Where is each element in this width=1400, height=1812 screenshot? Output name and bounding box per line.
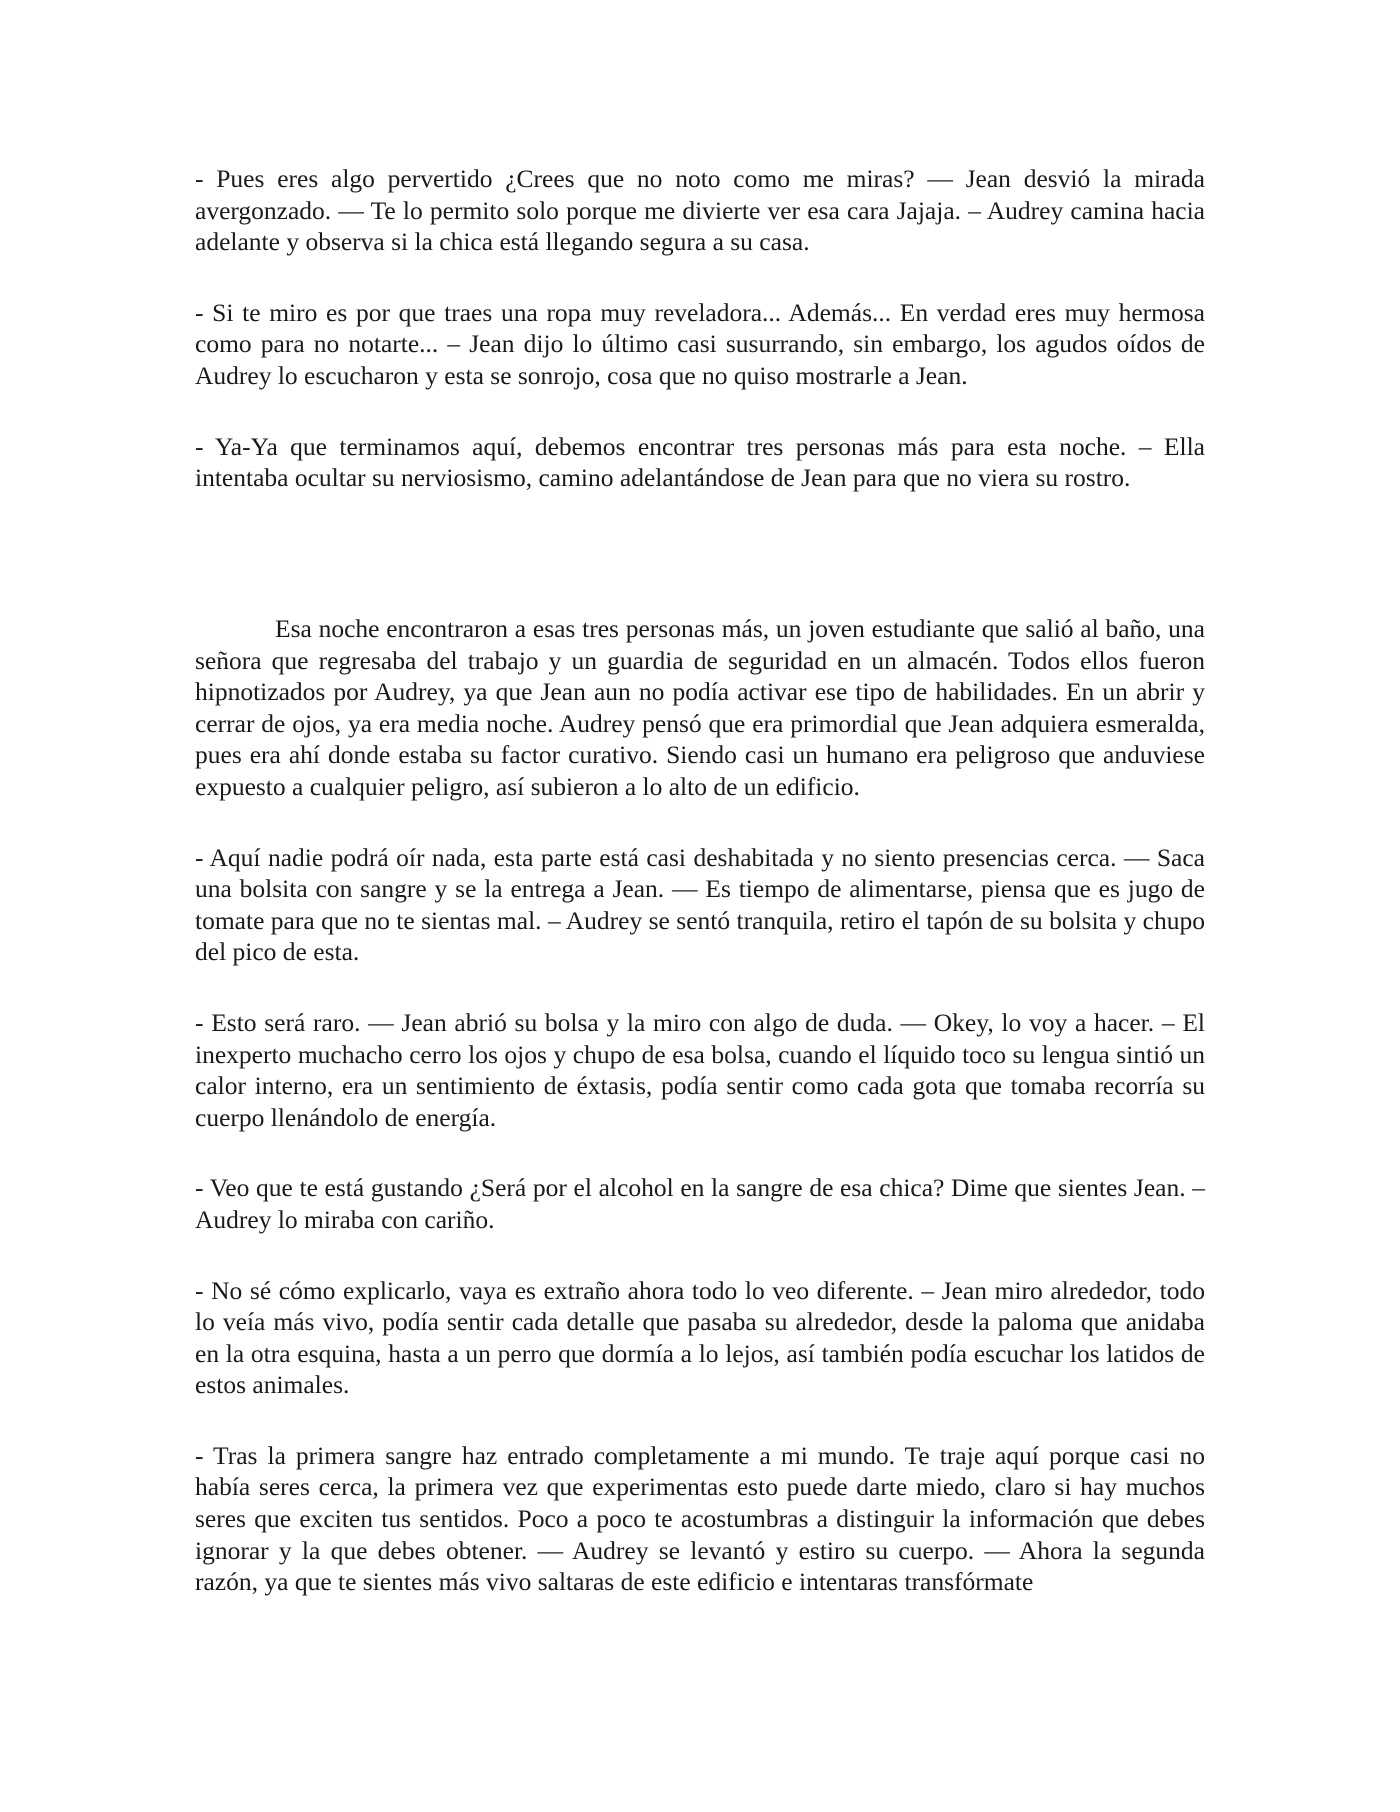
paragraph: - Si te miro es por que traes una ropa muy reveladora... Además... En verdad eres muy hermosa como para no notarte... – Jean dijo lo último casi susurrando, sin embargo, los agudos oídos de Audrey lo escucharon y esta se sonrojo, cosa que no quiso mostrarle a Jean. [195, 297, 1205, 390]
paragraph: - Veo que te está gustando ¿Será por el alcohol en la sangre de esa chica? Dime que sientes Jean. – Audrey lo miraba con cariño. [195, 1173, 1205, 1234]
paragraph: - Aquí nadie podrá oír nada, esta parte está casi deshabitada y no siento presencias cerca. — Saca una bolsita con sangre y se la entrega a Jean. — Es tiempo de alimentarse, piensa que es jugo de tomate para que no te sientas mal. – Audrey se sentó tranquila, retiro el tapón de su bolsita y chupo del pico de esta. [195, 842, 1205, 967]
narrative-section [195, 613, 1205, 1637]
paragraph: - Ya-Ya que terminamos aquí, debemos encontrar tres personas más para esta noche. – Ella intentaba ocultar su nerviosismo, camino adelantándose de Jean para que no viera su rostro. [195, 431, 1205, 493]
dialogue-section [195, 163, 1205, 533]
paragraph: - Tras la primera sangre haz entrado completamente a mi mundo. Te traje aquí porque casi no había seres cerca, la primera vez que experimentas esto puede darte miedo, claro si hay muchos seres que exciten tus sentidos. Poco a poco te acostumbras a distinguir la información que debes ignorar y la que debes obtener. — Audrey se levantó y estiro su cuerpo. — Ahora la segunda razón, ya que te sientes más vivo saltaras de este edificio e intentaras transfórmate [195, 1440, 1205, 1597]
paragraph: - Esto será raro. — Jean abrió su bolsa y la miro con algo de duda. — Okey, lo voy a hacer. – El inexperto muchacho cerro los ojos y chupo de esa bolsa, cuando el líquido toco su lengua sintió un calor interno, era un sentimiento de éxtasis, podía sentir como cada gota que tomaba recorría su cuerpo llenándolo de energía. [195, 1007, 1205, 1132]
paragraph: - Pues eres algo pervertido ¿Crees que no noto como me miras? — Jean desvió la mirada avergonzado. — Te lo permito solo porque me divierte ver esa cara Jajaja. – Audrey camina hacia adelante y observa si la chica está llegando segura a su casa. [195, 164, 1205, 257]
narrative-paragraph: Esa noche encontraron a esas tres personas más, un joven estudiante que salió al baño, una señora que regresaba del trabajo y un guardia de seguridad en un almacén. Todos ellos fueron hipnotizados por Audrey, ya que Jean aun no podía activar ese tipo de habilidades. En un abrir y cerrar de ojos, ya era media noche. Audrey pensó que era primordial que Jean adquiera esmeralda, pues era ahí donde estaba su factor curativo. Siendo casi un humano era peligroso que anduviese expuesto a cualquier peligro, así subieron a lo alto de un edificio. [195, 614, 1205, 801]
paragraph: - No sé cómo explicarlo, vaya es extraño ahora todo lo veo diferente. – Jean miro alrededor, todo lo veía más vivo, podía sentir cada detalle que pasaba su alrededor, desde la paloma que anidaba en la otra esquina, hasta a un perro que dormía a lo lejos, así también podía escuchar los latidos de estos animales. [195, 1275, 1205, 1400]
